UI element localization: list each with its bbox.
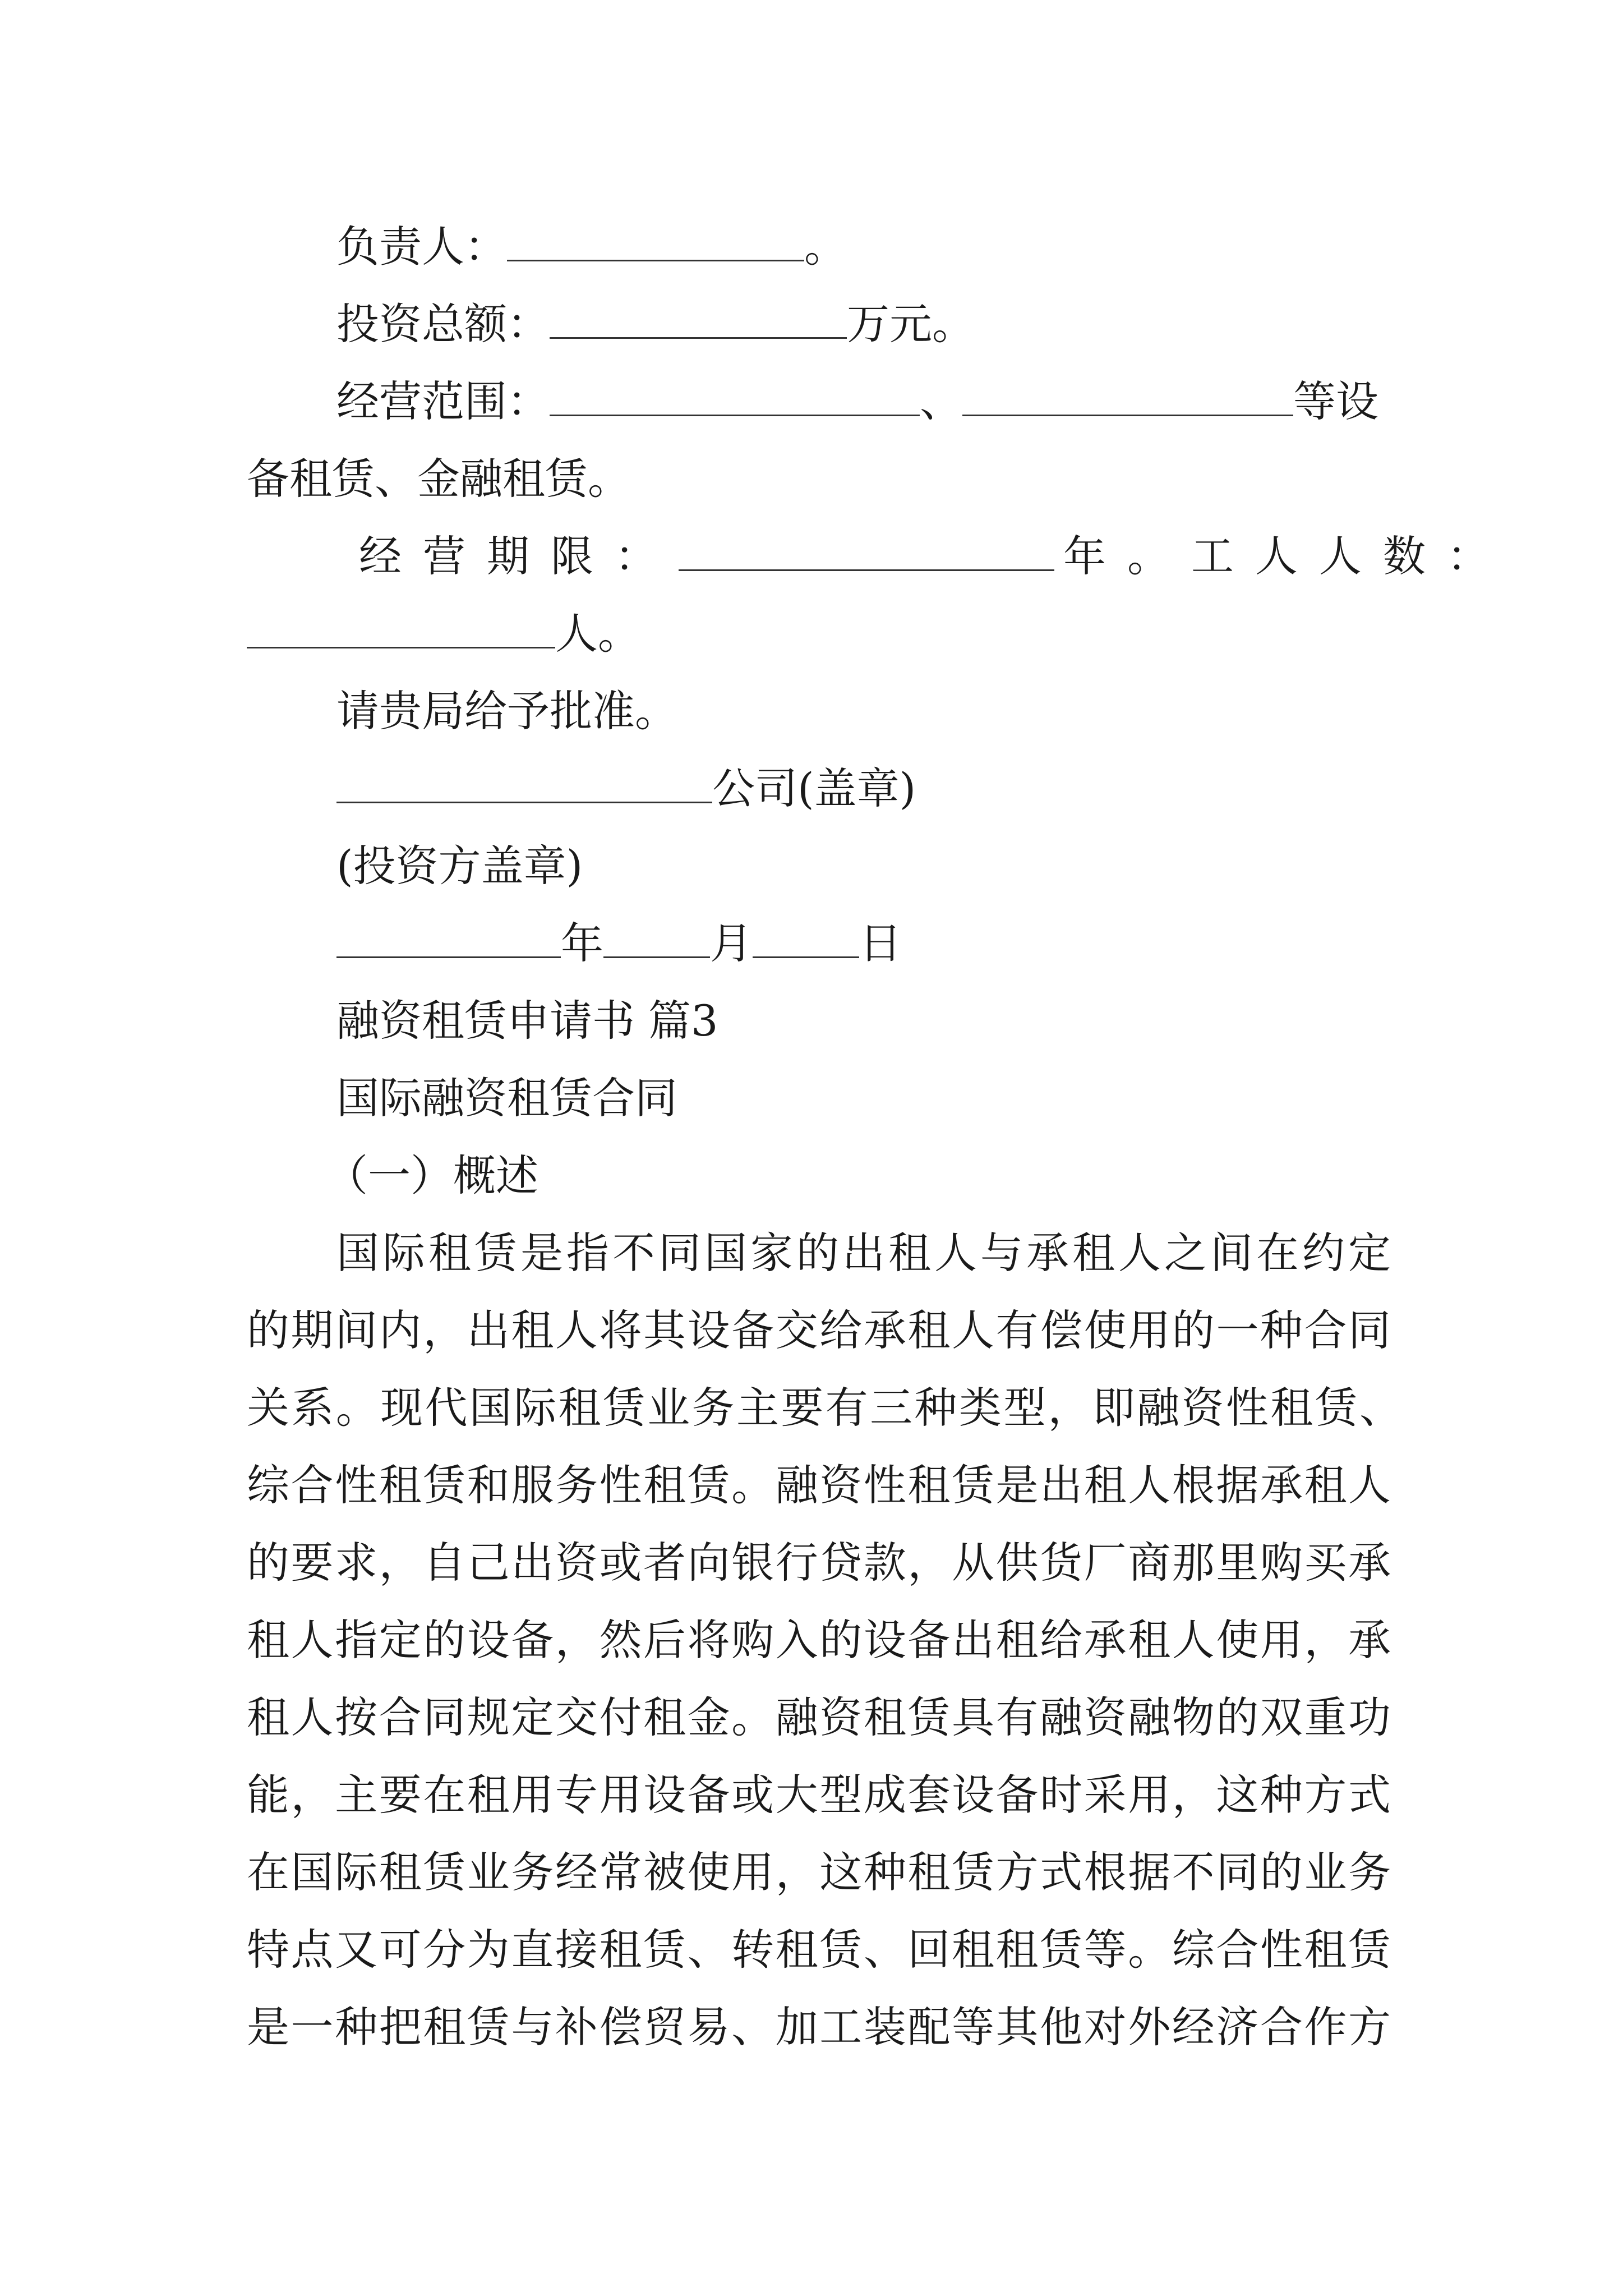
approval-request: 请贵局给予批准。	[336, 686, 677, 736]
company-seal-line	[336, 749, 1481, 828]
paragraph-line: 能，主要在租用专用设备或大型成套设备时采用，这种方式	[247, 1770, 1391, 1820]
paragraph-line: 特点又可分为直接租赁、转租赁、回租租赁等。综合性租赁	[247, 1925, 1391, 1975]
paragraph-line: 的期间内，出租人将其设备交给承租人有偿使用的一种合同	[247, 1305, 1391, 1355]
paragraph-line: 在国际租赁业务经常被使用，这种租赁方式根据不同的业务	[247, 1847, 1391, 1897]
responsible-person-blank	[507, 225, 804, 261]
section-heading: 融资租赁申请书 篇3	[336, 996, 718, 1046]
paragraph-line: 租人按合同规定交付租金。融资租赁具有融资融物的双重功	[247, 1692, 1391, 1742]
business-scope-continuation: 备租赁、金融租赁。	[247, 454, 630, 504]
total-investment-label: 投资总额：	[336, 299, 550, 349]
date-year-blank	[336, 922, 561, 958]
date-day-label: 日	[859, 918, 902, 968]
paragraph-line: 综合性租赁和服务性租赁。融资性租赁是出租人根据承租人	[247, 1460, 1391, 1510]
workers-count-blank	[247, 612, 555, 648]
line-end-punct: 。	[804, 222, 847, 272]
operating-period-label: 经营期限：	[359, 531, 679, 581]
paragraph-line: 国际租赁是指不同国家的出租人与承租人之间在约定	[336, 1228, 1391, 1278]
date-day-blank	[753, 922, 859, 958]
responsible-person-line	[336, 208, 1481, 286]
paragraph-line: 是一种把租赁与补偿贸易、加工装配等其他对外经济合作方	[247, 2002, 1391, 2052]
paragraph-line: 租人指定的设备，然后将购入的设备出租给承租人使用，承	[247, 1615, 1391, 1665]
responsible-person-label: 负责人：	[336, 222, 507, 272]
business-scope-separator: 、	[920, 376, 962, 426]
business-scope-end: 等设	[1293, 376, 1378, 426]
paragraph-line: 关系。现代国际租赁业务主要有三种类型，即融资性租赁、	[247, 1383, 1402, 1433]
business-scope-label: 经营范围：	[336, 376, 550, 426]
date-month-blank	[603, 922, 710, 958]
business-scope-blank-1	[550, 380, 920, 416]
date-line	[336, 904, 1481, 983]
investor-seal-label: (投资方盖章)	[336, 841, 583, 891]
workers-count-line	[247, 595, 1391, 673]
date-month-label: 月	[710, 918, 753, 968]
operating-period-blank	[679, 535, 1054, 571]
business-scope-blank-2	[962, 380, 1293, 416]
total-investment-blank	[550, 302, 847, 339]
company-name-blank	[336, 767, 712, 803]
operating-period-line	[359, 517, 1511, 596]
operating-period-unit-and-workers-label: 年。工人人数：	[1063, 531, 1511, 581]
paragraph-line: 的要求，自己出资或者向银行贷款，从供货厂商那里购买承	[247, 1538, 1391, 1588]
subsection-heading: （一）概述	[325, 1151, 538, 1200]
total-investment-line	[336, 285, 1481, 364]
workers-count-unit: 人。	[555, 609, 640, 659]
date-year-label: 年	[561, 918, 603, 968]
contract-title: 国际融资租赁合同	[336, 1073, 677, 1123]
company-seal-label: 公司(盖章)	[712, 763, 916, 813]
business-scope-line	[336, 362, 1481, 441]
total-investment-unit: 万元。	[847, 299, 975, 349]
